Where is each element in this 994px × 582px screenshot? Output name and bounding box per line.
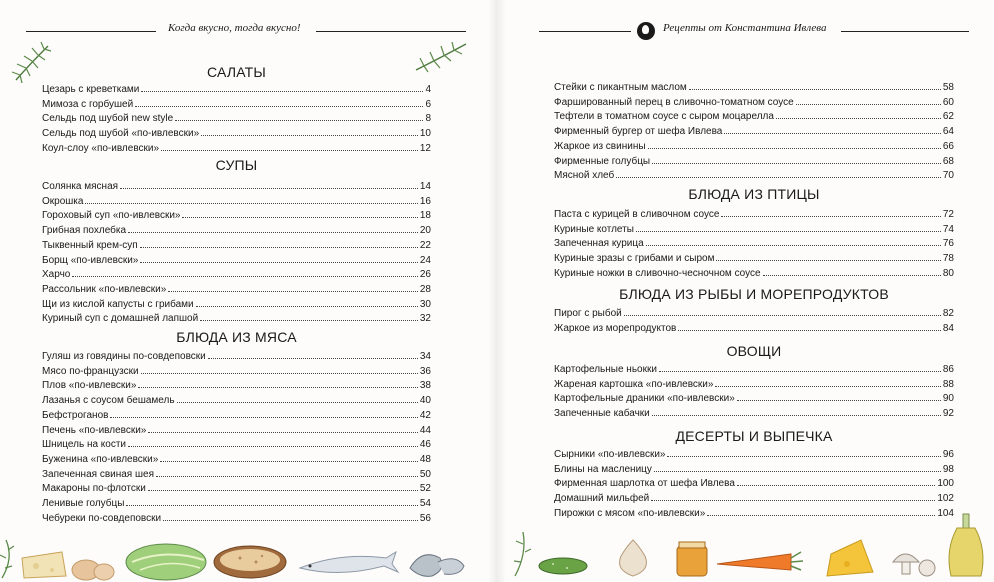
toc-entry[interactable] bbox=[554, 322, 954, 336]
toc-entry-title: Запеченные кабачки bbox=[554, 408, 650, 420]
toc-entry-title: Стейки с пикантным маслом bbox=[554, 82, 687, 93]
toc-entry[interactable] bbox=[42, 239, 431, 253]
toc-entry[interactable] bbox=[554, 448, 954, 462]
toc-entry-page: 46 bbox=[419, 439, 431, 451]
toc-entry-page: 30 bbox=[419, 298, 431, 310]
toc-entry-title: Куриные зразы с грибами и сыром bbox=[554, 253, 715, 265]
toc-entry-title: Харчо bbox=[42, 269, 71, 281]
toc-entry-title: Сельдь под шубой «по-ивлевски» bbox=[42, 128, 200, 140]
toc-entry-title: Рассольник «по-ивлевски» bbox=[42, 283, 167, 295]
author-portrait-icon bbox=[637, 22, 655, 40]
toc-entry[interactable] bbox=[42, 497, 431, 511]
toc-entry-title: Гороховый суп «по-ивлевски» bbox=[42, 210, 181, 222]
dot-leader bbox=[135, 105, 423, 107]
toc-entry[interactable] bbox=[554, 307, 954, 321]
toc-entry-page: 8 bbox=[425, 113, 431, 125]
dot-leader bbox=[652, 414, 941, 416]
toc-entry-title: Куриные ножки в сливочно-чесночном соусе bbox=[554, 267, 761, 279]
toc-entry-page: 54 bbox=[419, 498, 431, 509]
toc-entry-page: 36 bbox=[419, 365, 431, 377]
section-heading bbox=[42, 157, 431, 173]
dot-leader bbox=[161, 149, 418, 151]
dot-leader bbox=[182, 216, 417, 218]
toc-entry-title: Пирожки с мясом «по-ивлевски» bbox=[554, 507, 706, 519]
toc-entry-page: 66 bbox=[942, 140, 954, 152]
section-title: БЛЮДА ИЗ МЯСА bbox=[176, 329, 297, 345]
toc-entry-title: Макароны по-флотски bbox=[42, 483, 146, 495]
toc-entry-page: 20 bbox=[419, 225, 431, 237]
section-title: ОВОЩИ bbox=[726, 343, 782, 359]
dot-leader bbox=[85, 202, 417, 204]
toc-entry-title: Фирменная шарлотка от шефа Ивлева bbox=[554, 478, 735, 490]
dot-leader bbox=[208, 357, 418, 359]
toc-entry-page: 40 bbox=[419, 395, 431, 407]
toc-entry-page: 76 bbox=[942, 238, 954, 250]
toc-entry-page: 18 bbox=[419, 210, 431, 222]
running-head-rule bbox=[26, 31, 156, 32]
toc-entry[interactable] bbox=[42, 127, 431, 141]
toc-entry[interactable] bbox=[42, 394, 431, 408]
toc-entry[interactable] bbox=[42, 180, 431, 194]
toc-entry-page: 38 bbox=[419, 380, 431, 392]
toc-entry[interactable] bbox=[42, 424, 431, 438]
toc-entry-page: 90 bbox=[942, 393, 954, 405]
section-title: САЛАТЫ bbox=[206, 64, 267, 80]
toc-entry-title: Куриный суп с домашней лапшой bbox=[42, 313, 199, 325]
dot-leader bbox=[616, 176, 941, 178]
toc-entry[interactable] bbox=[554, 223, 954, 237]
toc-entry-title: Мимоза с горбушей bbox=[42, 98, 134, 110]
cheese-icon bbox=[22, 552, 66, 578]
toc-entry[interactable] bbox=[554, 392, 954, 406]
section-heading bbox=[554, 186, 954, 202]
toc-entry[interactable] bbox=[554, 110, 954, 124]
dot-leader bbox=[168, 290, 418, 292]
toc-entry-title: Шницель на кости bbox=[42, 439, 127, 451]
toc-entry-title: Запеченная курица bbox=[554, 238, 644, 250]
toc-entry-title: Паста с курицей в сливочном соусе bbox=[554, 209, 720, 220]
dot-leader bbox=[624, 314, 941, 316]
toc-entry-title: Борщ «по-ивлевски» bbox=[42, 254, 139, 266]
toc-entry-page: 60 bbox=[942, 96, 954, 108]
toc-entry-page: 16 bbox=[419, 195, 431, 207]
herb-leaf-icon bbox=[514, 532, 531, 576]
toc-entry-title: Сельдь под шубой new style bbox=[42, 113, 174, 125]
dot-leader bbox=[721, 215, 940, 217]
toc-entry[interactable] bbox=[42, 83, 431, 97]
running-head-rule bbox=[539, 31, 631, 32]
toc-entry-title: Коул-слоу «по-ивлевски» bbox=[42, 142, 160, 154]
toc-entry[interactable] bbox=[42, 365, 431, 379]
toc-entry-title: Гуляш из говядины по-совдеповски bbox=[42, 351, 206, 362]
toc-entry-title: Фирменные голубцы bbox=[554, 155, 651, 167]
section-heading bbox=[554, 286, 954, 302]
dot-leader bbox=[138, 386, 417, 388]
toc-entry[interactable] bbox=[554, 155, 954, 169]
running-head-left: Когда вкусно, тогда вкусно! bbox=[168, 22, 301, 34]
toc-entry-title: Плов «по-ивлевски» bbox=[42, 380, 137, 392]
toc-entry-title: Цезарь с креветками bbox=[42, 84, 140, 95]
toc-entry-page: 34 bbox=[419, 351, 431, 362]
dot-leader bbox=[140, 246, 418, 248]
toc-entry[interactable] bbox=[42, 379, 431, 393]
toc-entry-page: 42 bbox=[419, 409, 431, 421]
toc-entry[interactable] bbox=[42, 224, 431, 238]
toc-entry-title: Тефтели в томатном соусе с сыром моцарелла bbox=[554, 111, 774, 123]
toc-entry[interactable] bbox=[42, 312, 431, 326]
toc-entry[interactable] bbox=[42, 438, 431, 452]
dot-leader bbox=[724, 132, 941, 134]
section-heading bbox=[554, 343, 954, 359]
toc-entry[interactable] bbox=[42, 468, 431, 482]
toc-entry[interactable] bbox=[42, 453, 431, 467]
cabbage-icon bbox=[126, 544, 206, 580]
toc-entry-page: 64 bbox=[942, 126, 954, 138]
toc-entry-title: Солянка мясная bbox=[42, 181, 119, 192]
toc-entry[interactable] bbox=[554, 477, 954, 491]
toc-entry-page: 6 bbox=[425, 98, 431, 110]
section-heading bbox=[42, 64, 431, 80]
running-head-rule bbox=[316, 31, 466, 32]
toc-entry-title: Мясо по-французски bbox=[42, 365, 139, 377]
toc-entry-page: 26 bbox=[419, 269, 431, 281]
dot-leader bbox=[148, 431, 418, 433]
toc-entry-page: 70 bbox=[942, 170, 954, 182]
section-heading bbox=[554, 428, 954, 444]
toc-entry-title: Грибная похлебка bbox=[42, 225, 127, 237]
onion-icon bbox=[620, 540, 647, 576]
bread-icon bbox=[214, 546, 286, 578]
dot-leader bbox=[737, 399, 941, 401]
toc-entry-title: Печень «по-ивлевски» bbox=[42, 424, 147, 436]
toc-entry[interactable] bbox=[42, 195, 431, 209]
section-title: СУПЫ bbox=[215, 157, 258, 173]
dot-leader bbox=[156, 475, 418, 477]
toc-entry-title: Лазанья с соусом бешамель bbox=[42, 395, 175, 407]
dot-leader bbox=[200, 319, 418, 321]
section-title: ДЕСЕРТЫ И ВЫПЕЧКА bbox=[675, 428, 833, 444]
dot-leader bbox=[126, 504, 417, 506]
running-head-rule bbox=[841, 31, 969, 32]
dot-leader bbox=[141, 372, 418, 374]
toc-entry-page: 68 bbox=[942, 155, 954, 167]
dot-leader bbox=[196, 305, 418, 307]
toc-entry-page: 86 bbox=[942, 364, 954, 375]
toc-entry-page: 4 bbox=[425, 84, 431, 95]
toc-entry-title: Сырники «по-ивлевски» bbox=[554, 449, 666, 460]
toc-entry-page: 56 bbox=[419, 512, 431, 524]
eggs-icon bbox=[72, 560, 114, 580]
dot-leader bbox=[763, 274, 941, 276]
dot-leader bbox=[678, 329, 941, 331]
cheese-icon bbox=[827, 540, 873, 576]
section-title: БЛЮДА ИЗ ПТИЦЫ bbox=[688, 186, 820, 202]
right-page bbox=[497, 0, 994, 582]
dot-leader bbox=[796, 103, 941, 105]
toc-entry-page: 24 bbox=[419, 254, 431, 266]
dot-leader bbox=[128, 445, 418, 447]
toc-entry-page: 32 bbox=[419, 313, 431, 325]
toc-entry-page: 102 bbox=[937, 493, 954, 505]
toc-entry-title: Буженина «по-ивлевски» bbox=[42, 453, 159, 465]
dot-leader bbox=[737, 484, 935, 486]
toc-entry[interactable] bbox=[42, 298, 431, 312]
fish-icon bbox=[300, 552, 398, 573]
toc-entry[interactable] bbox=[42, 283, 431, 297]
toc-entry-title: Тыквенный крем-суп bbox=[42, 239, 138, 251]
toc-entry-page: 22 bbox=[419, 239, 431, 251]
oil-bottle-icon bbox=[949, 514, 983, 576]
honey-jar-icon bbox=[677, 542, 707, 576]
toc-entry[interactable] bbox=[554, 363, 954, 377]
dot-leader bbox=[646, 244, 941, 246]
toc-entry[interactable] bbox=[554, 237, 954, 251]
dot-leader bbox=[128, 231, 418, 233]
toc-entry[interactable] bbox=[554, 378, 954, 392]
toc-entry[interactable] bbox=[554, 96, 954, 110]
toc-entry[interactable] bbox=[42, 482, 431, 496]
dot-leader bbox=[175, 119, 423, 121]
dot-leader bbox=[648, 147, 941, 149]
toc-entry-title: Картофельные ньокки bbox=[554, 364, 657, 375]
dot-leader bbox=[160, 460, 418, 462]
shrimp-icon bbox=[410, 555, 464, 577]
toc-entry[interactable] bbox=[554, 140, 954, 154]
toc-entry[interactable] bbox=[554, 463, 954, 477]
toc-entry-title: Жаркое из морепродуктов bbox=[554, 322, 677, 334]
toc-entry-page: 78 bbox=[942, 253, 954, 265]
food-illustrations-right bbox=[497, 510, 994, 582]
toc-entry-title: Домашний мильфей bbox=[554, 493, 650, 505]
toc-entry-title: Фирменный бургер от шефа Ивлева bbox=[554, 126, 723, 138]
toc-entry[interactable] bbox=[554, 267, 954, 281]
toc-entry-title: Бефстроганов bbox=[42, 409, 109, 421]
dot-leader bbox=[689, 88, 941, 90]
dot-leader bbox=[654, 470, 941, 472]
section-heading bbox=[42, 329, 431, 345]
toc-entry-title: Пирог с рыбой bbox=[554, 308, 622, 319]
toc-entry[interactable] bbox=[554, 125, 954, 139]
carrots-icon bbox=[717, 552, 803, 570]
toc-entry-page: 104 bbox=[937, 507, 954, 519]
toc-entry-title: Фаршированный перец в сливочно-томатном соусе bbox=[554, 96, 794, 108]
dot-leader bbox=[110, 416, 417, 418]
dot-leader bbox=[177, 401, 418, 403]
dot-leader bbox=[716, 259, 940, 261]
toc-entry-title: Мясной хлеб bbox=[554, 170, 615, 182]
toc-entry[interactable] bbox=[42, 98, 431, 112]
dot-leader bbox=[667, 455, 940, 457]
running-head-right: Рецепты от Константина Ивлева bbox=[663, 22, 827, 34]
dot-leader bbox=[776, 117, 941, 119]
toc-entry-page: 88 bbox=[942, 378, 954, 390]
toc-entry-page: 84 bbox=[942, 322, 954, 334]
toc-entry[interactable] bbox=[42, 209, 431, 223]
toc-entry-page: 82 bbox=[942, 308, 954, 319]
toc-entry[interactable] bbox=[42, 112, 431, 126]
toc-entry-page: 98 bbox=[942, 463, 954, 475]
toc-entry-page: 80 bbox=[942, 267, 954, 279]
dot-leader bbox=[201, 134, 418, 136]
toc-entry[interactable] bbox=[42, 268, 431, 282]
toc-entry-page: 10 bbox=[419, 128, 431, 140]
toc-entry[interactable] bbox=[554, 492, 954, 506]
dot-leader bbox=[72, 275, 418, 277]
herb-leaf-icon bbox=[0, 540, 14, 578]
dot-leader bbox=[715, 385, 940, 387]
cucumber-icon bbox=[539, 558, 587, 574]
toc-entry-title: Жаркое из свинины bbox=[554, 140, 646, 152]
toc-entry[interactable] bbox=[554, 169, 954, 183]
toc-entry-page: 48 bbox=[419, 453, 431, 465]
toc-entry-page: 12 bbox=[419, 142, 431, 154]
toc-entry-page: 50 bbox=[419, 468, 431, 480]
toc-entry-title: Запеченная свиная шея bbox=[42, 468, 154, 480]
dot-leader bbox=[651, 499, 935, 501]
section-title: БЛЮДА ИЗ РЫБЫ И МОРЕПРОДУКТОВ bbox=[619, 286, 889, 302]
toc-entry-page: 44 bbox=[419, 424, 431, 436]
dot-leader bbox=[120, 187, 418, 189]
dot-leader bbox=[140, 261, 418, 263]
dot-leader bbox=[141, 90, 423, 92]
toc-entry[interactable] bbox=[554, 81, 954, 95]
toc-entry-title: Окрошка bbox=[42, 195, 84, 207]
toc-entry-page: 28 bbox=[419, 283, 431, 295]
toc-entry[interactable] bbox=[554, 208, 954, 222]
toc-entry[interactable] bbox=[42, 350, 431, 364]
toc-entry-page: 62 bbox=[942, 111, 954, 123]
toc-entry[interactable] bbox=[554, 407, 954, 421]
toc-entry[interactable] bbox=[42, 254, 431, 268]
mushrooms-icon bbox=[893, 554, 935, 576]
toc-entry-title: Картофельные драники «по-ивлевски» bbox=[554, 393, 735, 405]
toc-entry-title: Щи из кислой капусты с грибами bbox=[42, 298, 194, 310]
toc-entry-title: Чебуреки по-совдеповски bbox=[42, 512, 162, 524]
toc-entry-page: 58 bbox=[942, 82, 954, 93]
toc-entry-title: Жареная картошка «по-ивлевски» bbox=[554, 378, 714, 390]
dot-leader bbox=[652, 162, 941, 164]
toc-entry-title: Блины на масленицу bbox=[554, 463, 652, 475]
toc-entry-page: 100 bbox=[937, 478, 954, 490]
toc-entry-page: 14 bbox=[419, 181, 431, 192]
toc-entry[interactable] bbox=[42, 142, 431, 156]
toc-entry-page: 72 bbox=[942, 209, 954, 220]
dot-leader bbox=[636, 230, 941, 232]
toc-entry-title: Ленивые голубцы bbox=[42, 498, 125, 509]
toc-entry-page: 52 bbox=[419, 483, 431, 495]
toc-entry[interactable] bbox=[42, 409, 431, 423]
dot-leader bbox=[659, 370, 941, 372]
toc-entry-page: 92 bbox=[942, 408, 954, 420]
toc-entry-title: Куриные котлеты bbox=[554, 223, 634, 235]
toc-entry-page: 96 bbox=[942, 449, 954, 460]
dot-leader bbox=[148, 489, 418, 491]
food-illustrations-left bbox=[0, 518, 470, 582]
toc-entry[interactable] bbox=[554, 252, 954, 266]
toc-entry-page: 74 bbox=[942, 223, 954, 235]
